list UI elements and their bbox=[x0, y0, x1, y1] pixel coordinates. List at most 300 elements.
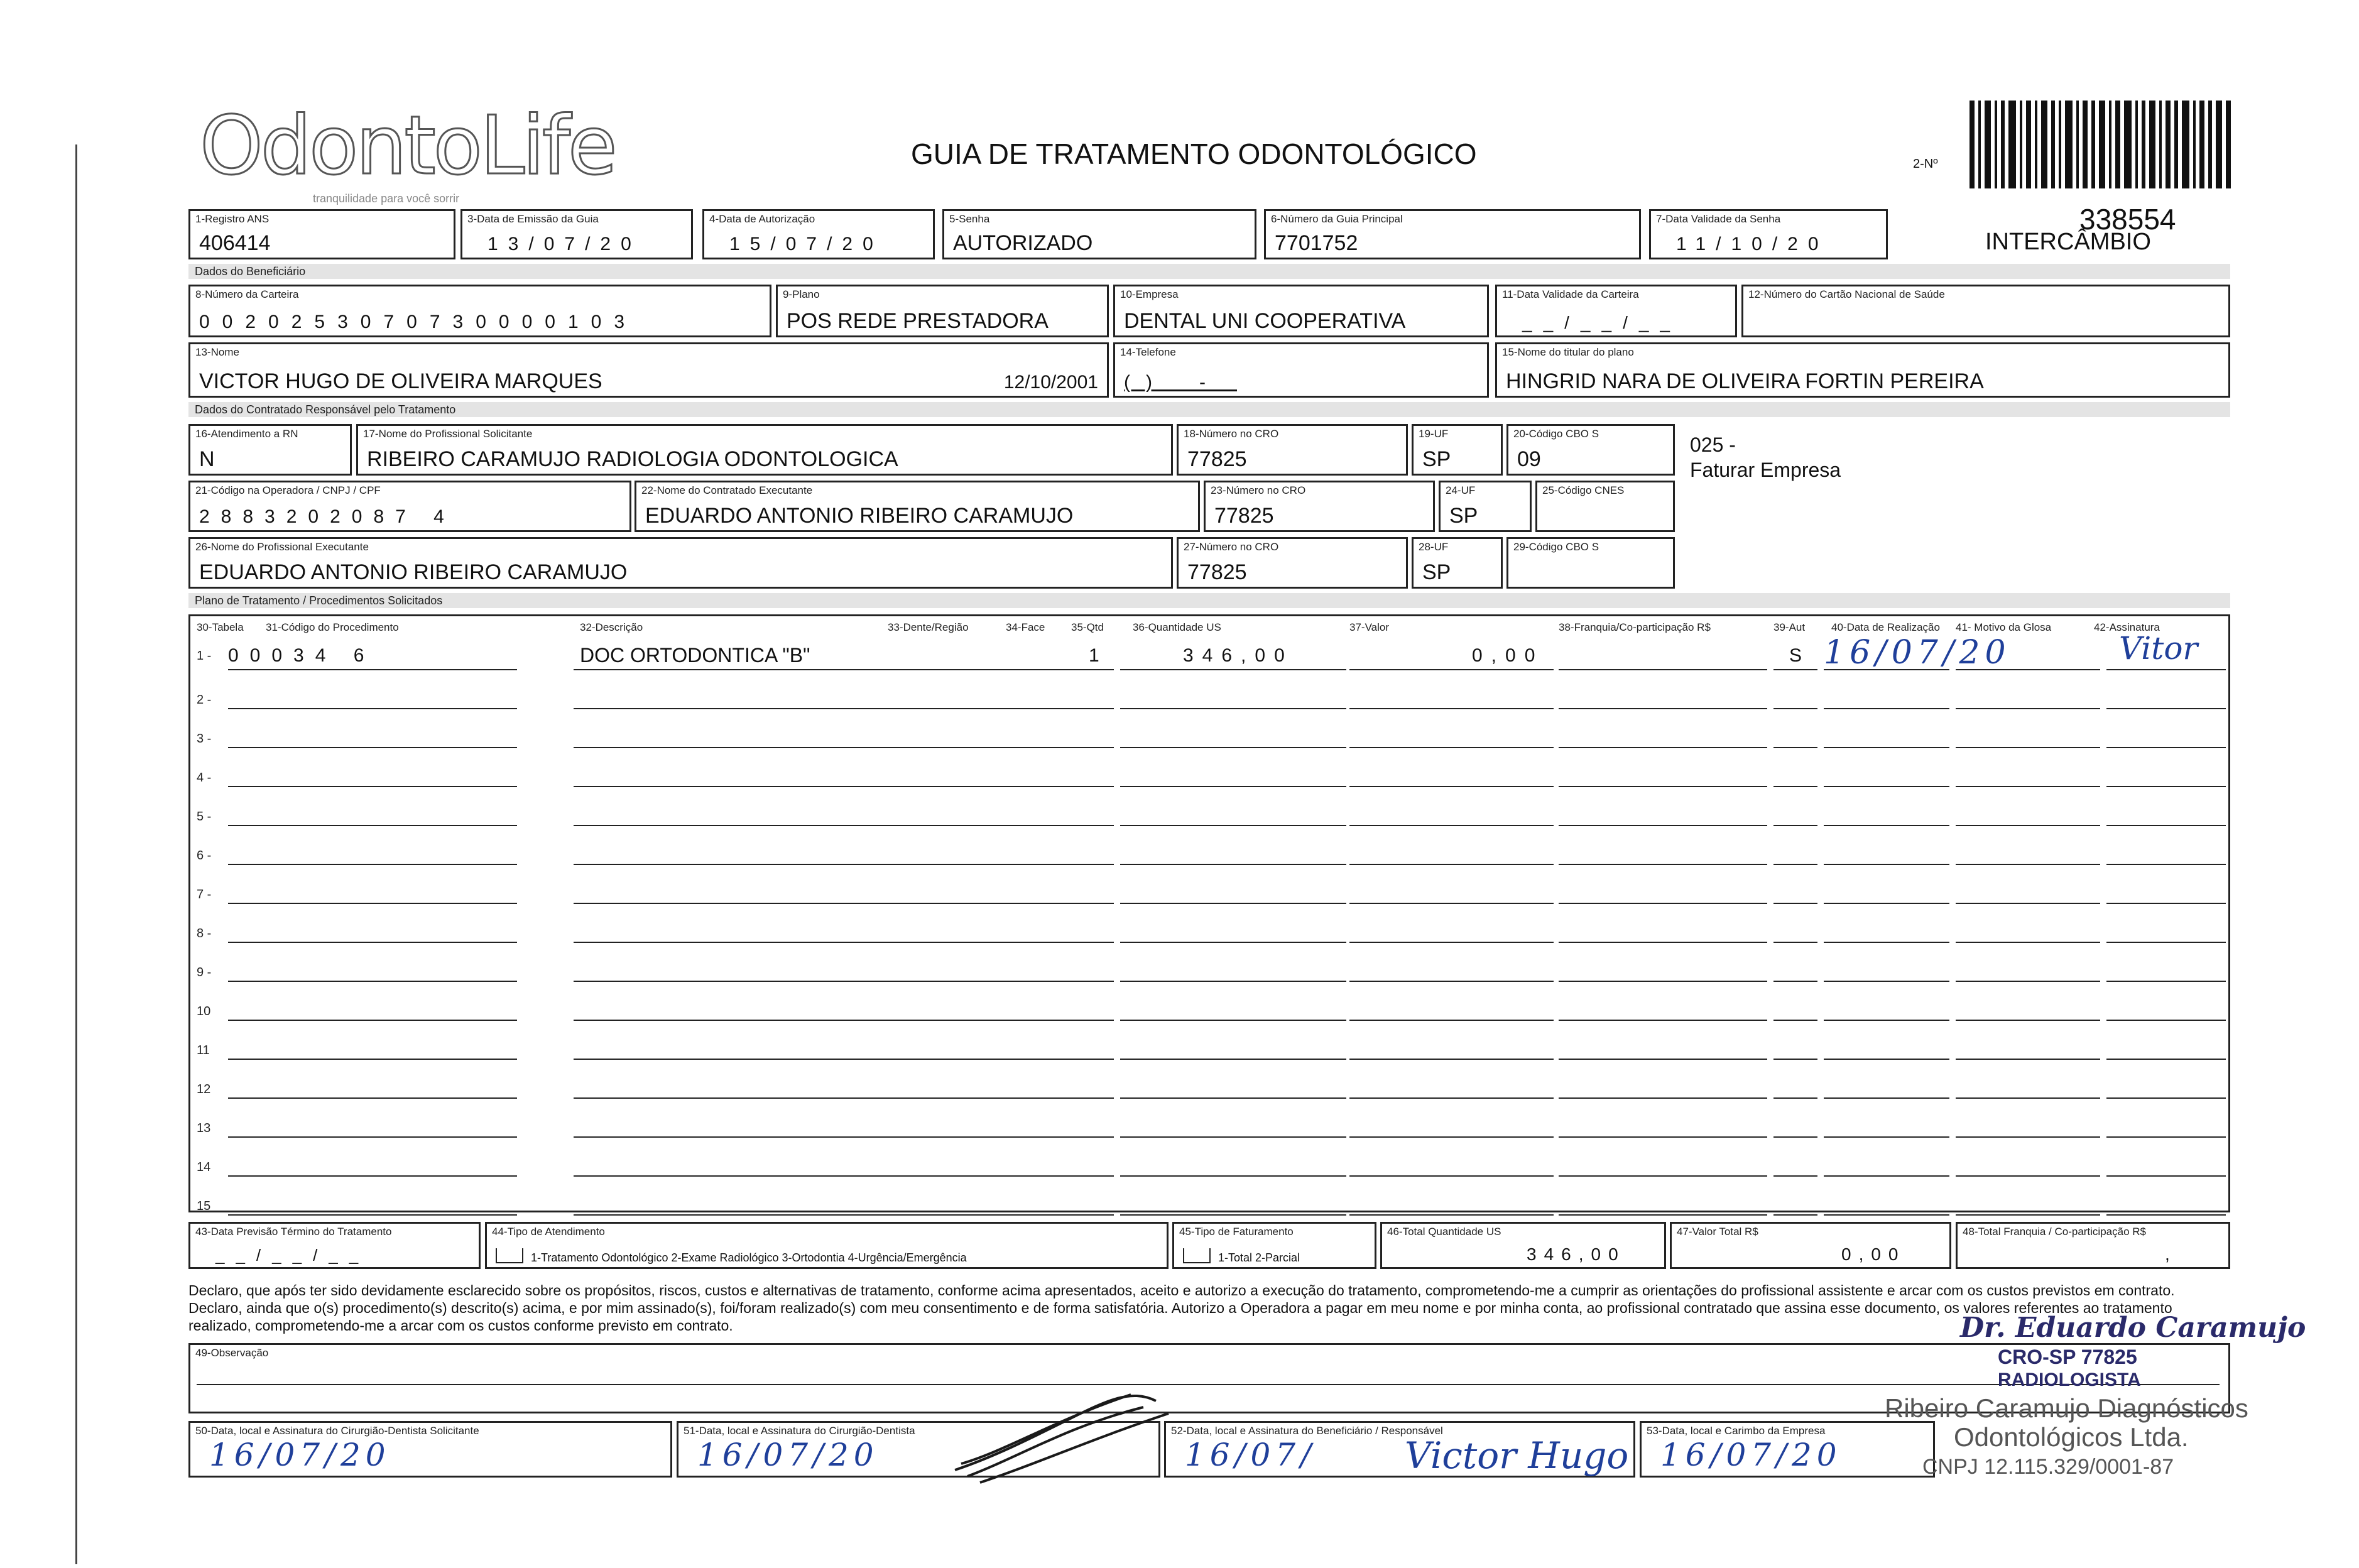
row-field-line[interactable] bbox=[1559, 1136, 1767, 1138]
assinatura-beneficiario-field[interactable]: 52-Data, local e Assinatura do Beneficiário / Responsável 16/07/ Victor Hugo bbox=[1164, 1421, 1635, 1478]
row-field-line[interactable] bbox=[1824, 1175, 1949, 1177]
data-emissao-value: 13/07/20 bbox=[488, 234, 641, 254]
row-field-line[interactable] bbox=[1001, 747, 1064, 748]
margin-line bbox=[75, 144, 77, 1564]
row-field-line[interactable] bbox=[1001, 942, 1064, 943]
row-field-line[interactable] bbox=[1559, 747, 1767, 748]
col-tabela: 30-Tabela bbox=[197, 621, 244, 633]
row-field-line[interactable] bbox=[228, 747, 517, 748]
row-field-line[interactable] bbox=[1559, 786, 1767, 787]
row-field-line[interactable] bbox=[1559, 669, 1767, 670]
procedures-table bbox=[188, 614, 2230, 1212]
row-field-line[interactable] bbox=[1559, 825, 1767, 826]
uf-prof-exec-field[interactable]: 28-UF SP bbox=[1412, 537, 1503, 589]
total-us-field[interactable]: 46-Total Quantidade US 346,00 bbox=[1380, 1222, 1666, 1269]
row-field-line[interactable] bbox=[1001, 825, 1064, 826]
guia-principal-field[interactable]: 6-Número da Guia Principal 7701752 bbox=[1264, 209, 1641, 259]
cbo-solicitante-value: 09 bbox=[1517, 447, 1541, 471]
col-face: 34-Face bbox=[1006, 621, 1045, 633]
observacao-field[interactable]: 49-Observação bbox=[188, 1343, 2230, 1413]
row-field-line[interactable] bbox=[1956, 903, 2100, 904]
row-field-line[interactable] bbox=[919, 1097, 988, 1099]
row-field-line[interactable] bbox=[1001, 1020, 1064, 1021]
row-field-line[interactable] bbox=[1824, 942, 1949, 943]
section-beneficiario: Dados do Beneficiário bbox=[188, 264, 2230, 279]
row-field-line[interactable] bbox=[1120, 864, 1346, 865]
row-field-line[interactable] bbox=[1559, 1175, 1767, 1177]
row-field-line[interactable] bbox=[1349, 825, 1554, 826]
nome-field[interactable]: 13-Nome VICTOR HUGO DE OLIVEIRA MARQUES 12/10/2001 bbox=[188, 342, 1109, 398]
row-field-line[interactable] bbox=[2106, 1097, 2226, 1099]
note-text: Faturar Empresa bbox=[1690, 459, 1841, 481]
row-field-line[interactable] bbox=[1956, 1175, 2100, 1177]
row-field-line[interactable] bbox=[1956, 1059, 2100, 1060]
stamp-company2: Odontológicos Ltda. bbox=[1954, 1422, 2189, 1452]
row-field-line[interactable] bbox=[919, 942, 988, 943]
carteira-field[interactable]: 8-Número da Carteira 0020253070730000103 bbox=[188, 285, 771, 337]
col-codigo: 31-Código do Procedimento bbox=[266, 621, 399, 633]
assinatura-beneficiario-date: 16/07/ bbox=[1185, 1437, 1316, 1473]
tipo-atendimento-field[interactable]: 44-Tipo de Atendimento 1-Tratamento Odontológico 2-Exame Radiológico 3-Ortodontia 4-Urgência/Emergência bbox=[485, 1222, 1169, 1269]
row-field-line[interactable] bbox=[228, 825, 517, 826]
profissional-executante-value: EDUARDO ANTONIO RIBEIRO CARAMUJO bbox=[199, 560, 628, 584]
row-field-line[interactable] bbox=[1824, 708, 1949, 709]
note-code: 025 - bbox=[1690, 433, 1736, 456]
row-field-line[interactable] bbox=[919, 708, 988, 709]
numero-label: 2-Nº bbox=[1913, 157, 1938, 171]
row-1-aut[interactable]: S bbox=[1789, 645, 1802, 666]
empresa-value: DENTAL UNI COOPERATIVA bbox=[1124, 309, 1406, 333]
row-4-number: 4 - bbox=[197, 771, 212, 785]
row-field-line[interactable] bbox=[1824, 1020, 1949, 1021]
row-field-line[interactable] bbox=[1956, 1020, 2100, 1021]
barcode-icon bbox=[1969, 101, 2233, 188]
row-field-line[interactable] bbox=[2106, 864, 2226, 865]
cro-prof-exec-value: 77825 bbox=[1187, 560, 1247, 584]
row-field-line[interactable] bbox=[1070, 786, 1114, 787]
row-field-line[interactable] bbox=[1559, 708, 1767, 709]
carimbo-empresa-date: 16/07/20 bbox=[1660, 1437, 1842, 1473]
total-franquia-field[interactable]: 48-Total Franquia / Co-participação R$ , bbox=[1956, 1222, 2230, 1269]
carimbo-empresa-field[interactable]: 53-Data, local e Carimbo da Empresa 16/07/20 bbox=[1640, 1421, 1935, 1478]
row-field-line[interactable] bbox=[1070, 747, 1114, 748]
assinatura-solicitante-date: 16/07/20 bbox=[209, 1437, 391, 1473]
row-10-number: 10 bbox=[197, 1004, 211, 1018]
row-field-line[interactable] bbox=[1120, 1136, 1346, 1138]
row-field-line[interactable] bbox=[228, 786, 517, 787]
row-field-line[interactable] bbox=[919, 981, 988, 982]
cro-solicitante-value: 77825 bbox=[1187, 447, 1247, 471]
row-field-line[interactable] bbox=[1120, 1175, 1346, 1177]
assinatura-cirurgiao-date: 16/07/20 bbox=[697, 1437, 879, 1473]
codigo-operadora-field[interactable]: 21-Código na Operadora / CNPJ / CPF 2883202087 4 bbox=[188, 481, 631, 532]
row-field-line[interactable] bbox=[919, 903, 988, 904]
row-field-line[interactable] bbox=[919, 747, 988, 748]
data-autorizacao-value: 15/07/20 bbox=[729, 234, 883, 254]
validade-carteira-field[interactable]: 11-Data Validade da Carteira __/__/__ bbox=[1495, 285, 1737, 337]
row-field-line[interactable] bbox=[1120, 1059, 1346, 1060]
row-field-line[interactable] bbox=[1070, 942, 1114, 943]
cbo-solicitante-field[interactable]: 20-Código CBO S 09 bbox=[1506, 424, 1675, 476]
row-field-line[interactable] bbox=[1349, 1020, 1554, 1021]
row-field-line[interactable] bbox=[1559, 864, 1767, 865]
row-field-line[interactable] bbox=[1956, 1097, 2100, 1099]
row-field-line[interactable] bbox=[1070, 1020, 1114, 1021]
row-15-number: 15 bbox=[197, 1199, 211, 1213]
row-field-line[interactable] bbox=[1559, 1214, 1767, 1216]
carteira-value: 0020253070730000103 bbox=[199, 312, 638, 332]
registro-ans-value: 406414 bbox=[199, 231, 271, 255]
row-field-line[interactable] bbox=[1824, 981, 1949, 982]
row-8-number: 8 - bbox=[197, 927, 212, 940]
uf-executante-field[interactable]: 24-UF SP bbox=[1439, 481, 1532, 532]
row-field-line[interactable] bbox=[1773, 669, 1817, 670]
row-field-line[interactable] bbox=[919, 669, 988, 670]
guia-principal-value: 7701752 bbox=[1275, 231, 1358, 255]
row-2-number: 2 - bbox=[197, 693, 212, 707]
row-field-line[interactable] bbox=[919, 1214, 988, 1216]
row-field-line[interactable] bbox=[2106, 1059, 2226, 1060]
row-field-line[interactable] bbox=[1559, 1020, 1767, 1021]
col-qtd-us: 36-Quantidade US bbox=[1133, 621, 1221, 633]
row-field-line[interactable] bbox=[1773, 1059, 1817, 1060]
row-field-line[interactable] bbox=[1773, 1020, 1817, 1021]
stamp-role: RADIOLOGISTA bbox=[1998, 1369, 2141, 1390]
row-field-line[interactable] bbox=[228, 1097, 517, 1099]
row-7-number: 7 - bbox=[197, 888, 212, 901]
row-field-line[interactable] bbox=[1349, 708, 1554, 709]
row-1-data[interactable]: 16/07/20 bbox=[1824, 634, 2011, 672]
row-field-line[interactable] bbox=[1773, 747, 1817, 748]
row-field-line[interactable] bbox=[1070, 1175, 1114, 1177]
row-field-line[interactable] bbox=[1349, 981, 1554, 982]
row-field-line[interactable] bbox=[1773, 1214, 1817, 1216]
row-field-line[interactable] bbox=[228, 1214, 517, 1216]
uf-executante-value: SP bbox=[1449, 504, 1478, 528]
row-field-line[interactable] bbox=[1349, 669, 1554, 670]
row-field-line[interactable] bbox=[1120, 669, 1346, 670]
telefone-value: ( ) - bbox=[1124, 372, 1237, 393]
row-field-line[interactable] bbox=[1070, 1136, 1114, 1138]
col-valor: 37-Valor bbox=[1349, 621, 1389, 633]
row-field-line[interactable] bbox=[1070, 864, 1114, 865]
row-field-line[interactable] bbox=[1001, 1214, 1064, 1216]
row-field-line[interactable] bbox=[919, 1175, 988, 1177]
col-descricao: 32-Descrição bbox=[580, 621, 643, 633]
cro-executante-value: 77825 bbox=[1214, 504, 1274, 528]
row-5-number: 5 - bbox=[197, 810, 212, 824]
row-field-line[interactable] bbox=[1120, 903, 1346, 904]
row-field-line[interactable] bbox=[228, 864, 517, 865]
row-field-line[interactable] bbox=[1349, 1214, 1554, 1216]
row-field-line[interactable] bbox=[1120, 747, 1346, 748]
row-field-line[interactable] bbox=[1120, 1214, 1346, 1216]
row-field-line[interactable] bbox=[1120, 786, 1346, 787]
row-field-line[interactable] bbox=[2106, 903, 2226, 904]
cro-solicitante-field[interactable]: 18-Número no CRO 77825 bbox=[1177, 424, 1408, 476]
row-field-line[interactable] bbox=[1773, 708, 1817, 709]
titular-value: HINGRID NARA DE OLIVEIRA FORTIN PEREIRA bbox=[1506, 369, 1984, 393]
row-field-line[interactable] bbox=[1956, 864, 2100, 865]
row-field-line[interactable] bbox=[1001, 864, 1064, 865]
cnes-field[interactable]: 25-Código CNES bbox=[1535, 481, 1675, 532]
row-field-line[interactable] bbox=[1824, 1059, 1949, 1060]
row-field-line[interactable] bbox=[1349, 942, 1554, 943]
row-field-line[interactable] bbox=[2106, 669, 2226, 670]
contratado-executante-field[interactable]: 22-Nome do Contratado Executante EDUARDO ANTONIO RIBEIRO CARAMUJO bbox=[635, 481, 1200, 532]
row-1-number: 1 - bbox=[197, 649, 212, 663]
col-motivo-glosa: 41- Motivo da Glosa bbox=[1956, 621, 2052, 633]
row-field-line[interactable] bbox=[228, 1020, 517, 1021]
contratado-executante-value: EDUARDO ANTONIO RIBEIRO CARAMUJO bbox=[645, 504, 1074, 528]
assinatura-cirurgiao-field[interactable]: 51-Data, local e Assinatura do Cirurgião-Dentista 16/07/20 bbox=[677, 1421, 1160, 1478]
guia-numero: 338554 bbox=[2079, 203, 2176, 236]
row-field-line[interactable] bbox=[1956, 708, 2100, 709]
uf-prof-exec-value: SP bbox=[1422, 560, 1451, 584]
row-14-number: 14 bbox=[197, 1160, 211, 1174]
col-assinatura: 42-Assinatura bbox=[2094, 621, 2160, 633]
uf-solicitante-field[interactable]: 19-UF SP bbox=[1412, 424, 1503, 476]
row-field-line[interactable] bbox=[2106, 825, 2226, 826]
tipo-faturamento-field[interactable]: 45-Tipo de Faturamento 1-Total 2-Parcial bbox=[1172, 1222, 1376, 1269]
cirurgiao-signature-scribble bbox=[942, 1382, 1181, 1495]
row-3-number: 3 - bbox=[197, 732, 212, 746]
row-field-line[interactable] bbox=[1120, 825, 1346, 826]
row-field-line[interactable] bbox=[1773, 1175, 1817, 1177]
logo-tagline: tranquilidade para você sorrir bbox=[313, 192, 460, 205]
nome-value: VICTOR HUGO DE OLIVEIRA MARQUES bbox=[199, 369, 602, 393]
row-field-line[interactable] bbox=[919, 864, 988, 865]
row-field-line[interactable] bbox=[2106, 981, 2226, 982]
row-field-line[interactable] bbox=[1070, 981, 1114, 982]
row-field-line[interactable] bbox=[1773, 942, 1817, 943]
registro-ans-field[interactable]: 1-Registro ANS 406414 bbox=[188, 209, 455, 259]
senha-field[interactable]: 5-Senha AUTORIZADO bbox=[942, 209, 1256, 259]
row-field-line[interactable] bbox=[1070, 1059, 1114, 1060]
row-field-line[interactable] bbox=[228, 708, 517, 709]
row-field-line[interactable] bbox=[1773, 1097, 1817, 1099]
plano-field[interactable]: 9-Plano POS REDE PRESTADORA bbox=[776, 285, 1109, 337]
data-autorizacao-field[interactable]: 4-Data de Autorização 15/07/20 bbox=[702, 209, 935, 259]
row-field-line[interactable] bbox=[2106, 1020, 2226, 1021]
row-9-number: 9 - bbox=[197, 966, 212, 979]
row-13-number: 13 bbox=[197, 1121, 211, 1135]
row-field-line[interactable] bbox=[1349, 1059, 1554, 1060]
row-field-line[interactable] bbox=[1773, 786, 1817, 787]
row-field-line[interactable] bbox=[1001, 903, 1064, 904]
row-field-line[interactable] bbox=[1070, 825, 1114, 826]
atendimento-rn-field[interactable]: 16-Atendimento a RN N bbox=[188, 424, 352, 476]
row-field-line[interactable] bbox=[228, 669, 517, 670]
row-field-line[interactable] bbox=[228, 942, 517, 943]
row-field-line[interactable] bbox=[1001, 1059, 1064, 1060]
row-1-codigo[interactable]: 00034 6 bbox=[228, 645, 376, 666]
col-data-realizacao: 40-Data de Realização bbox=[1831, 621, 1940, 633]
row-field-line[interactable] bbox=[1120, 708, 1346, 709]
row-12-number: 12 bbox=[197, 1082, 211, 1096]
row-1-descricao[interactable]: DOC ORTODONTICA "B" bbox=[580, 644, 810, 667]
tipo-faturamento-checkbox[interactable] bbox=[1183, 1248, 1211, 1263]
assinatura-solicitante-field[interactable]: 50-Data, local e Assinatura do Cirurgião-Dentista Solicitante 16/07/20 bbox=[188, 1421, 672, 1478]
row-field-line[interactable] bbox=[1001, 786, 1064, 787]
row-field-line[interactable] bbox=[919, 1136, 988, 1138]
validade-senha-field[interactable]: 7-Data Validade da Senha 11/10/20 bbox=[1649, 209, 1888, 259]
row-field-line[interactable] bbox=[1070, 903, 1114, 904]
cro-prof-exec-field[interactable]: 27-Número no CRO 77825 bbox=[1177, 537, 1408, 589]
row-1-valor[interactable]: 0,00 bbox=[1472, 645, 1544, 666]
row-field-line[interactable] bbox=[1001, 669, 1064, 670]
row-field-line[interactable] bbox=[1349, 747, 1554, 748]
row-field-line[interactable] bbox=[228, 1059, 517, 1060]
row-field-line[interactable] bbox=[1773, 981, 1817, 982]
row-field-line[interactable] bbox=[1773, 864, 1817, 865]
row-field-line[interactable] bbox=[1120, 981, 1346, 982]
row-field-line[interactable] bbox=[1956, 981, 2100, 982]
row-field-line[interactable] bbox=[1559, 1097, 1767, 1099]
row-field-line[interactable] bbox=[1956, 942, 2100, 943]
cro-executante-field[interactable]: 23-Número no CRO 77825 bbox=[1204, 481, 1435, 532]
row-field-line[interactable] bbox=[1349, 864, 1554, 865]
row-field-line[interactable] bbox=[1001, 1136, 1064, 1138]
row-1-qtd[interactable]: 1 bbox=[1089, 645, 1099, 666]
atendimento-rn-value: N bbox=[199, 447, 215, 471]
intercambio-label: INTERCÂMBIO bbox=[1985, 229, 2151, 255]
logo-text: OdontoLife bbox=[200, 99, 615, 193]
logo bbox=[200, 99, 615, 205]
data-emissao-field[interactable]: 3-Data de Emissão da Guia 13/07/20 bbox=[460, 209, 693, 259]
section-plano: Plano de Tratamento / Procedimentos Solicitados bbox=[188, 593, 2230, 608]
row-field-line[interactable] bbox=[1001, 981, 1064, 982]
col-dente: 33-Dente/Região bbox=[888, 621, 969, 633]
row-field-line[interactable] bbox=[1773, 825, 1817, 826]
row-field-line[interactable] bbox=[228, 903, 517, 904]
row-field-line[interactable] bbox=[1824, 825, 1949, 826]
row-field-line[interactable] bbox=[1120, 1097, 1346, 1099]
stamp-company: Ribeiro Caramujo Diagnósticos bbox=[1885, 1393, 2248, 1423]
senha-value: AUTORIZADO bbox=[953, 231, 1093, 255]
row-field-line[interactable] bbox=[1824, 864, 1949, 865]
row-field-line[interactable] bbox=[2106, 747, 2226, 748]
valor-total-field[interactable]: 47-Valor Total R$ 0,00 bbox=[1670, 1222, 1951, 1269]
row-field-line[interactable] bbox=[1956, 1214, 2100, 1216]
row-field-line[interactable] bbox=[1956, 747, 2100, 748]
cartao-saude-field[interactable]: 12-Número do Cartão Nacional de Saúde bbox=[1741, 285, 2230, 337]
previsao-value: __/__/__ bbox=[215, 1246, 370, 1265]
row-field-line[interactable] bbox=[919, 825, 988, 826]
row-field-line[interactable] bbox=[1559, 981, 1767, 982]
profissional-solicitante-field[interactable]: 17-Nome do Profissional Solicitante RIBEIRO CARAMUJO RADIOLOGIA ODONTOLOGICA bbox=[356, 424, 1173, 476]
validade-senha-value: 11/10/20 bbox=[1676, 234, 1829, 254]
col-qtd: 35-Qtd bbox=[1071, 621, 1104, 633]
row-field-line[interactable] bbox=[2106, 1214, 2226, 1216]
profissional-solicitante-value: RIBEIRO CARAMUJO RADIOLOGIA ODONTOLOGICA bbox=[367, 447, 898, 471]
row-field-line[interactable] bbox=[2106, 1175, 2226, 1177]
row-field-line[interactable] bbox=[1120, 1020, 1346, 1021]
row-field-line[interactable] bbox=[1349, 1136, 1554, 1138]
row-field-line[interactable] bbox=[1824, 786, 1949, 787]
row-field-line[interactable] bbox=[1824, 1136, 1949, 1138]
row-1-qtd-us[interactable]: 346,00 bbox=[1183, 645, 1294, 666]
row-field-line[interactable] bbox=[228, 981, 517, 982]
row-field-line[interactable] bbox=[2106, 942, 2226, 943]
row-field-line[interactable] bbox=[1070, 1097, 1114, 1099]
row-field-line[interactable] bbox=[1559, 942, 1767, 943]
row-field-line[interactable] bbox=[1824, 903, 1949, 904]
row-field-line[interactable] bbox=[1956, 1136, 2100, 1138]
row-6-number: 6 - bbox=[197, 849, 212, 863]
declaration-text: Declaro, que após ter sido devidamente esclarecido sobre os propósitos, riscos, custos e alternativas de tratamento, conforme acima apresentados, aceito e autorizo a execução do tratamento, comprometendo-me a cumprir as orientações do profissional assistente e arcar com os custos previstos em contrato. Declaro, ainda que o(s) procedimento(s) descrito(s) acima, e por mim assinado(s), foi/foram realizado(s) com meu consentimento e de forma satisfatória. Autorizo a Operadora a pagar em meu nome e por minha conta, ao profissional contratado que assina esse documento, os valores referentes ao tratamento realizado, comprometendo-me a arcar com os custos conforme previsto em contrato. bbox=[188, 1282, 2175, 1334]
codigo-operadora-value: 2883202087 4 bbox=[199, 506, 455, 527]
row-field-line[interactable] bbox=[1956, 669, 2100, 670]
row-field-line[interactable] bbox=[1070, 1214, 1114, 1216]
row-field-line[interactable] bbox=[1001, 708, 1064, 709]
row-field-line[interactable] bbox=[1349, 903, 1554, 904]
row-field-line[interactable] bbox=[1001, 1175, 1064, 1177]
stamp-cnpj: CNPJ 12.115.329/0001-87 bbox=[1922, 1455, 2174, 1479]
row-field-line[interactable] bbox=[919, 1059, 988, 1060]
col-franquia: 38-Franquia/Co-participação R$ bbox=[1559, 621, 1711, 633]
assinatura-beneficiario-signature: Victor Hugo bbox=[1405, 1434, 1629, 1477]
row-field-line[interactable] bbox=[1349, 1175, 1554, 1177]
row-field-line[interactable] bbox=[2106, 1136, 2226, 1138]
cbo-exec-field[interactable]: 29-Código CBO S bbox=[1506, 537, 1675, 589]
row-field-line[interactable] bbox=[1001, 1097, 1064, 1099]
tipo-atendimento-value: 1-Tratamento Odontológico 2-Exame Radiológico 3-Ortodontia 4-Urgência/Emergência bbox=[531, 1251, 967, 1264]
row-field-line[interactable] bbox=[1349, 1097, 1554, 1099]
col-aut: 39-Aut bbox=[1773, 621, 1806, 633]
row-field-line[interactable] bbox=[2106, 786, 2226, 787]
row-field-line[interactable] bbox=[1070, 708, 1114, 709]
observacao-line bbox=[197, 1384, 2220, 1385]
row-field-line[interactable] bbox=[1559, 1059, 1767, 1060]
row-field-line[interactable] bbox=[1824, 669, 1949, 670]
plano-value: POS REDE PRESTADORA bbox=[787, 309, 1049, 333]
row-field-line[interactable] bbox=[2106, 708, 2226, 709]
titular-field[interactable]: 15-Nome do titular do plano HINGRID NARA DE OLIVEIRA FORTIN PEREIRA bbox=[1495, 342, 2230, 398]
uf-solicitante-value: SP bbox=[1422, 447, 1451, 471]
row-field-line[interactable] bbox=[919, 1020, 988, 1021]
row-field-line[interactable] bbox=[1349, 786, 1554, 787]
tipo-atendimento-checkbox[interactable] bbox=[496, 1248, 523, 1263]
row-field-line[interactable] bbox=[1773, 903, 1817, 904]
empresa-field[interactable]: 10-Empresa DENTAL UNI COOPERATIVA bbox=[1113, 285, 1489, 337]
validade-carteira-value: __/__/__ bbox=[1522, 313, 1681, 332]
row-field-line[interactable] bbox=[1120, 942, 1346, 943]
row-field-line[interactable] bbox=[1773, 1136, 1817, 1138]
stamp-cro: CRO-SP 77825 bbox=[1998, 1346, 2137, 1368]
telefone-field[interactable]: 14-Telefone ( ) - bbox=[1113, 342, 1489, 398]
tipo-faturamento-value: 1-Total 2-Parcial bbox=[1218, 1251, 1300, 1264]
row-field-line[interactable] bbox=[1956, 825, 2100, 826]
row-field-line[interactable] bbox=[919, 786, 988, 787]
previsao-field[interactable]: 43-Data Previsão Término do Tratamento __/__/__ bbox=[188, 1222, 481, 1269]
profissional-executante-field[interactable]: 26-Nome do Profissional Executante EDUARDO ANTONIO RIBEIRO CARAMUJO bbox=[188, 537, 1173, 589]
row-field-line[interactable] bbox=[1824, 1097, 1949, 1099]
nascimento-value: 12/10/2001 bbox=[1003, 372, 1098, 393]
row-field-line[interactable] bbox=[1824, 747, 1949, 748]
valor-total-value: 0,00 bbox=[1841, 1244, 1906, 1264]
row-1-assinatura[interactable]: Vitor bbox=[2119, 630, 2198, 667]
row-field-line[interactable] bbox=[1070, 669, 1114, 670]
row-field-line[interactable] bbox=[1956, 786, 2100, 787]
stamp-name: Dr. Eduardo Caramujo bbox=[1960, 1312, 2306, 1344]
total-franquia-value: , bbox=[2165, 1244, 2170, 1264]
total-us-value: 346,00 bbox=[1527, 1244, 1626, 1264]
row-field-line[interactable] bbox=[228, 1175, 517, 1177]
row-field-line[interactable] bbox=[1559, 903, 1767, 904]
row-field-line[interactable] bbox=[228, 1136, 517, 1138]
row-field-line[interactable] bbox=[1824, 1214, 1949, 1216]
